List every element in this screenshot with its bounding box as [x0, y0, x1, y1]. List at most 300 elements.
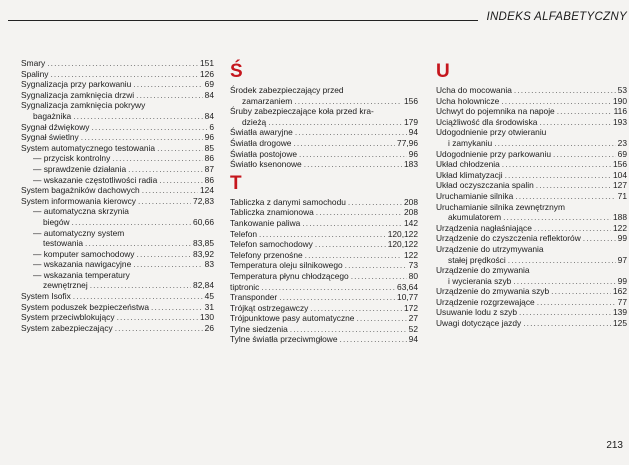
index-entry-row	[230, 239, 418, 250]
leader-dots	[583, 233, 616, 244]
index-term: Sygnalizacja zamknięcia drzwi	[21, 89, 135, 100]
page-ref: 120,122	[387, 239, 418, 250]
page-ref: 208	[404, 196, 418, 207]
leader-dots	[305, 250, 402, 261]
leader-dots	[316, 207, 402, 218]
index-entry-row	[436, 233, 627, 244]
index-entry-row	[436, 106, 627, 117]
page-ref: 84	[204, 110, 214, 121]
page-ref: 94	[408, 334, 418, 345]
leader-dots	[539, 117, 611, 128]
index-entry	[436, 307, 627, 318]
index-entry-row	[21, 111, 214, 122]
index-term: Udogodnienie przy parkowaniu	[436, 148, 551, 159]
index-term: Światła awaryjne	[230, 127, 293, 138]
index-term: — przycisk kontrolny	[33, 153, 111, 164]
index-entry	[230, 250, 418, 261]
page-ref: 6	[209, 121, 214, 132]
index-entry	[436, 85, 627, 96]
index-entry	[436, 223, 627, 234]
leader-dots	[536, 180, 611, 191]
index-entry-row	[230, 96, 418, 107]
index-entry-row	[436, 297, 627, 308]
page-ref: 188	[613, 212, 627, 223]
leader-dots	[514, 85, 616, 96]
index-term: System Isofix	[21, 291, 71, 302]
index-entry-row	[230, 260, 418, 271]
index-entry	[21, 175, 214, 186]
index-term: Smary	[21, 58, 46, 68]
index-term: bagażnika	[33, 110, 72, 121]
index-term: Światło ksenonowe	[230, 159, 302, 170]
index-term: System bagażników dachowych	[21, 185, 140, 196]
page-ref: 10,77	[397, 292, 418, 303]
index-term: Tankowanie paliwa	[230, 217, 301, 228]
page-ref: 156	[613, 159, 627, 170]
page-ref: 130	[200, 312, 214, 323]
index-entry-row	[21, 153, 214, 164]
page-ref: 94	[408, 127, 418, 138]
page-ref: 139	[613, 307, 627, 318]
leader-dots	[90, 280, 191, 291]
index-entry-row	[21, 249, 214, 260]
index-term: Urządzenia nagłaśniające	[436, 222, 532, 233]
index-term: Urządzenie do czyszczenia reflektorów	[436, 233, 581, 244]
leader-dots	[279, 292, 395, 303]
leader-dots	[133, 259, 202, 270]
index-entry-row	[436, 223, 627, 234]
page-ref: 104	[613, 169, 627, 180]
index-entry-row	[230, 159, 418, 170]
leader-dots	[505, 170, 611, 181]
index-entry	[21, 185, 214, 196]
index-term: Uwagi dotyczące jazdy	[436, 318, 522, 329]
index-entry	[230, 334, 418, 345]
index-entry-row	[436, 318, 627, 329]
page-ref: 82,84	[193, 280, 214, 291]
leader-dots	[50, 69, 198, 80]
index-entry	[436, 286, 627, 297]
index-term: Usuwanie lodu z szyb	[436, 307, 517, 318]
index-entry-row	[21, 175, 214, 186]
page-ref: 73	[408, 260, 418, 271]
page-ref: 190	[613, 95, 627, 106]
index-term: biegów	[43, 216, 70, 227]
leader-dots	[494, 138, 615, 149]
index-entry	[230, 292, 418, 303]
index-entry	[21, 143, 214, 154]
leader-dots	[72, 217, 191, 228]
page-ref: 125	[613, 318, 627, 329]
index-term: System przeciwblokujący	[21, 312, 115, 323]
leader-dots	[133, 79, 202, 90]
index-entry-row	[436, 159, 627, 170]
index-entry-row	[230, 292, 418, 303]
page-ref: 69	[204, 79, 214, 90]
leader-dots	[315, 239, 386, 250]
index-term: Tylne światła przeciwmgłowe	[230, 334, 338, 345]
leader-dots	[523, 318, 611, 329]
page-ref: 142	[404, 217, 418, 228]
page-ref: 31	[204, 301, 214, 312]
index-entry-row	[230, 334, 418, 345]
section-letter: Ś	[230, 61, 243, 82]
index-entry	[21, 249, 214, 260]
index-term: Ucha holownicze	[436, 95, 500, 106]
index-entry	[21, 302, 214, 313]
page-ref: 26	[204, 322, 214, 333]
page-ref: 116	[613, 106, 627, 117]
page-ref: 72,83	[193, 195, 214, 206]
index-entry-row	[436, 117, 627, 128]
index-entry	[436, 202, 627, 223]
index-entry	[230, 85, 418, 106]
index-entry	[230, 127, 418, 138]
page-ref: 52	[408, 323, 418, 334]
leader-dots	[340, 334, 407, 345]
index-entry-row	[230, 138, 418, 149]
index-entry-row	[21, 302, 214, 313]
index-term: testowania	[43, 238, 84, 249]
index-term: Urządzenie do utrzymywania	[436, 243, 544, 254]
index-term: Sygnał świetlny	[21, 132, 79, 143]
leader-dots	[553, 149, 616, 160]
page-ref: 27	[408, 313, 418, 324]
index-term: zewnętrznej	[43, 280, 88, 291]
leader-dots	[299, 149, 407, 160]
index-entry	[436, 191, 627, 202]
leader-dots	[508, 255, 616, 266]
leader-dots	[128, 164, 203, 175]
index-term: Spaliny	[21, 68, 49, 79]
index-entry	[21, 270, 214, 291]
leader-dots	[534, 223, 611, 234]
leader-dots	[502, 159, 611, 170]
leader-dots	[115, 323, 203, 334]
index-entry	[436, 233, 627, 244]
index-entry-row	[436, 85, 627, 96]
index-term: Tabliczka z danymi samochodu	[230, 196, 346, 207]
index-term: Układ klimatyzacji	[436, 169, 503, 180]
index-term: Uciążliwość dla środowiska	[436, 116, 538, 127]
index-entry	[230, 271, 418, 282]
index-entry-row	[21, 312, 214, 323]
page-ref: 71	[617, 190, 627, 201]
page-ref: 96	[204, 132, 214, 143]
index-entry-row	[230, 117, 418, 128]
page-ref: 77	[617, 296, 627, 307]
index-entry-row	[436, 180, 627, 191]
leader-dots	[136, 90, 203, 101]
index-entry	[21, 196, 214, 207]
index-entry-row	[436, 212, 627, 223]
leader-dots	[261, 282, 395, 293]
index-term: Światła drogowe	[230, 137, 292, 148]
index-term: System automatycznego testowania	[21, 142, 156, 153]
index-term: akumulatorem	[448, 212, 502, 223]
page-ref: 97	[617, 254, 627, 265]
page-ref: 172	[404, 302, 418, 313]
index-entry-row	[436, 255, 627, 266]
leader-dots	[47, 58, 198, 69]
leader-dots	[136, 249, 191, 260]
index-entry	[230, 239, 418, 250]
index-entry	[230, 218, 418, 229]
index-term: Transponder	[230, 292, 278, 303]
index-entry-row	[21, 164, 214, 175]
index-entry	[230, 106, 418, 127]
index-entry-row	[230, 197, 418, 208]
index-entry-row	[230, 282, 418, 293]
index-entry-row	[21, 196, 214, 207]
index-term: Światła postojowe	[230, 148, 298, 159]
index-entry-row	[436, 149, 627, 160]
leader-dots	[294, 96, 402, 107]
index-entry-row	[21, 143, 214, 154]
index-entry	[436, 244, 627, 265]
page-ref: 96	[408, 148, 418, 159]
index-entry	[436, 159, 627, 170]
index-entry	[230, 149, 418, 160]
leader-dots	[551, 286, 611, 297]
index-entry	[436, 265, 627, 286]
index-entry	[230, 197, 418, 208]
page-number: 213	[606, 440, 623, 451]
index-column-right	[436, 62, 627, 329]
page-ref: 208	[404, 207, 418, 218]
index-entry	[21, 259, 214, 270]
index-entry-row	[21, 122, 214, 133]
index-entry	[21, 69, 214, 80]
leader-dots	[515, 191, 615, 202]
index-entry-row	[21, 79, 214, 90]
leader-dots	[290, 324, 407, 335]
index-term: Trójkąt ostrzegawczy	[230, 302, 309, 313]
page-ref: 84	[204, 89, 214, 100]
index-term: Udogodnienie przy otwieraniu	[436, 127, 547, 138]
index-term: Uruchamianie silnika zewnętrznym	[436, 201, 565, 212]
index-entry	[21, 291, 214, 302]
index-term: Sygnalizacja przy parkowaniu	[21, 79, 132, 90]
index-term: — automatyczna skrzynia	[33, 206, 129, 217]
leader-dots	[142, 185, 198, 196]
index-entry	[21, 100, 214, 121]
leader-dots	[295, 127, 407, 138]
index-entry	[230, 282, 418, 293]
index-entry-row	[436, 170, 627, 181]
index-entry	[230, 324, 418, 335]
index-entry-row	[230, 313, 418, 324]
index-entry-row	[21, 185, 214, 196]
index-entry-row	[230, 127, 418, 138]
index-entry-row	[436, 96, 627, 107]
page-ref: 162	[613, 286, 627, 297]
page-ref: 193	[613, 116, 627, 127]
page-ref: 86	[204, 153, 214, 164]
index-entry	[230, 313, 418, 324]
leader-dots	[117, 312, 198, 323]
page-ref: 83	[204, 259, 214, 270]
leader-dots	[537, 297, 616, 308]
leader-dots	[157, 143, 203, 154]
leader-dots	[293, 138, 395, 149]
leader-dots	[81, 132, 203, 143]
index-entry-row	[21, 291, 214, 302]
index-term: Temperatura płynu chłodzącego	[230, 270, 349, 281]
index-entry-row	[21, 90, 214, 101]
index-entry-row	[230, 303, 418, 314]
index-entry-row	[230, 229, 418, 240]
index-term: Układ oczyszczania spalin	[436, 180, 534, 191]
index-entry	[436, 127, 627, 148]
leader-dots	[302, 218, 402, 229]
index-term: Urządzenie do zmywania	[436, 265, 530, 276]
index-entry-row	[21, 217, 214, 228]
page-ref: 156	[404, 95, 418, 106]
leader-dots	[112, 153, 202, 164]
index-entry-row	[436, 276, 627, 287]
index-term: System informowania kierowcy	[21, 195, 136, 206]
index-term: Urządzenie do zmywania szyb	[436, 286, 550, 297]
index-term: Telefony przenośne	[230, 249, 303, 260]
index-entry-row	[230, 207, 418, 218]
page-ref: 183	[404, 159, 418, 170]
leader-dots	[345, 260, 407, 271]
index-entry-row	[230, 149, 418, 160]
index-term: Telefon	[230, 228, 258, 239]
leader-dots	[159, 175, 202, 186]
index-term: Trójpunktowe pasy automatyczne	[230, 313, 355, 324]
page-ref: 53	[617, 85, 627, 95]
index-term: Uruchamianie silnika	[436, 190, 514, 201]
index-entry-row	[21, 259, 214, 270]
index-entry	[21, 153, 214, 164]
index-entry	[436, 318, 627, 329]
section-letter: T	[230, 172, 242, 194]
page-ref: 83,92	[193, 248, 214, 259]
index-entry-row	[436, 286, 627, 297]
index-entry	[436, 106, 627, 117]
index-entry	[21, 122, 214, 133]
leader-dots	[557, 106, 612, 117]
index-term: — wskazania temperatury	[33, 269, 130, 280]
index-entry	[21, 312, 214, 323]
index-term: Temperatura oleju silnikowego	[230, 260, 343, 271]
page-ref: 69	[617, 148, 627, 159]
index-entry	[230, 229, 418, 240]
leader-dots	[519, 307, 611, 318]
index-entry	[230, 260, 418, 271]
index-term: Tabliczka znamionowa	[230, 207, 314, 218]
page-ref: 60,66	[193, 216, 214, 227]
index-column-left	[21, 58, 214, 333]
page-ref: 120,122	[387, 228, 418, 239]
index-term: i wycierania szyb	[448, 275, 512, 286]
leader-dots	[151, 302, 203, 313]
index-entry-row	[21, 69, 214, 80]
index-term: — komputer samochodowy	[33, 248, 135, 259]
index-entry	[21, 90, 214, 101]
index-term: — wskazania nawigacyjne	[33, 259, 132, 270]
index-entry	[21, 58, 214, 69]
leader-dots	[348, 197, 402, 208]
index-entry-row	[21, 323, 214, 334]
index-term: Sygnalizacja zamknięcia pokrywy	[21, 100, 146, 111]
section-letter: U	[436, 61, 450, 82]
index-entry-row	[21, 132, 214, 143]
page-ref: 83,85	[193, 238, 214, 249]
index-entry	[21, 79, 214, 90]
index-entry	[436, 149, 627, 160]
index-entry	[21, 228, 214, 249]
index-entry	[230, 303, 418, 314]
index-entry	[436, 170, 627, 181]
page-ref: 85	[204, 142, 214, 153]
index-term: i zamykaniu	[448, 137, 493, 148]
index-entry	[230, 138, 418, 149]
index-entry	[21, 206, 214, 227]
index-term: Układ chłodzenia	[436, 159, 500, 170]
page-ref: 127	[613, 180, 627, 191]
index-entry	[436, 180, 627, 191]
page-ref: 126	[200, 68, 214, 79]
index-term: Uchwyt do pojemnika na napoje	[436, 106, 555, 117]
index-entry-row	[21, 280, 214, 291]
page-ref: 179	[404, 116, 418, 127]
index-term: Środek zabezpieczający przed	[230, 85, 344, 95]
index-entry	[436, 117, 627, 128]
page-ref: 99	[617, 275, 627, 286]
page-ref: 124	[200, 185, 214, 196]
page-ref: 99	[617, 233, 627, 244]
index-term: Sygnał dźwiękowy	[21, 121, 90, 132]
leader-dots	[259, 229, 386, 240]
index-term: stałej prędkości	[448, 254, 506, 265]
page-ref: 122	[613, 222, 627, 233]
index-entry-row	[230, 324, 418, 335]
index-entry	[21, 164, 214, 175]
page-ref: 77,96	[397, 137, 418, 148]
page-ref: 86	[204, 174, 214, 185]
index-term: — sprawdzenie działania	[33, 163, 127, 174]
index-term: — automatyczny system	[33, 227, 125, 238]
index-entry-row	[230, 271, 418, 282]
index-term: Ucha do mocowania	[436, 85, 512, 95]
index-entry-row	[230, 218, 418, 229]
index-term: System zabezpieczający	[21, 322, 113, 333]
index-entry-row	[21, 58, 214, 69]
page-ref: 87	[204, 163, 214, 174]
leader-dots	[356, 313, 406, 324]
leader-dots	[310, 303, 402, 314]
leader-dots	[73, 291, 203, 302]
index-term: Urządzenie rozgrzewające	[436, 296, 535, 307]
index-entry	[436, 96, 627, 107]
index-entry	[21, 323, 214, 334]
page-title: INDEKS ALFABETYCZNY	[486, 11, 627, 23]
leader-dots	[513, 276, 615, 287]
leader-dots	[85, 238, 191, 249]
page-ref: 80	[408, 270, 418, 281]
page-ref: 45	[204, 291, 214, 302]
index-term: dzieżą	[242, 116, 267, 127]
header-rule	[8, 20, 478, 21]
page-ref: 63,64	[397, 281, 418, 292]
index-term: Śruby zabezpieczające koła przed kra-	[230, 106, 374, 117]
index-entry-row	[436, 307, 627, 318]
leader-dots	[73, 111, 202, 122]
leader-dots	[268, 117, 402, 128]
